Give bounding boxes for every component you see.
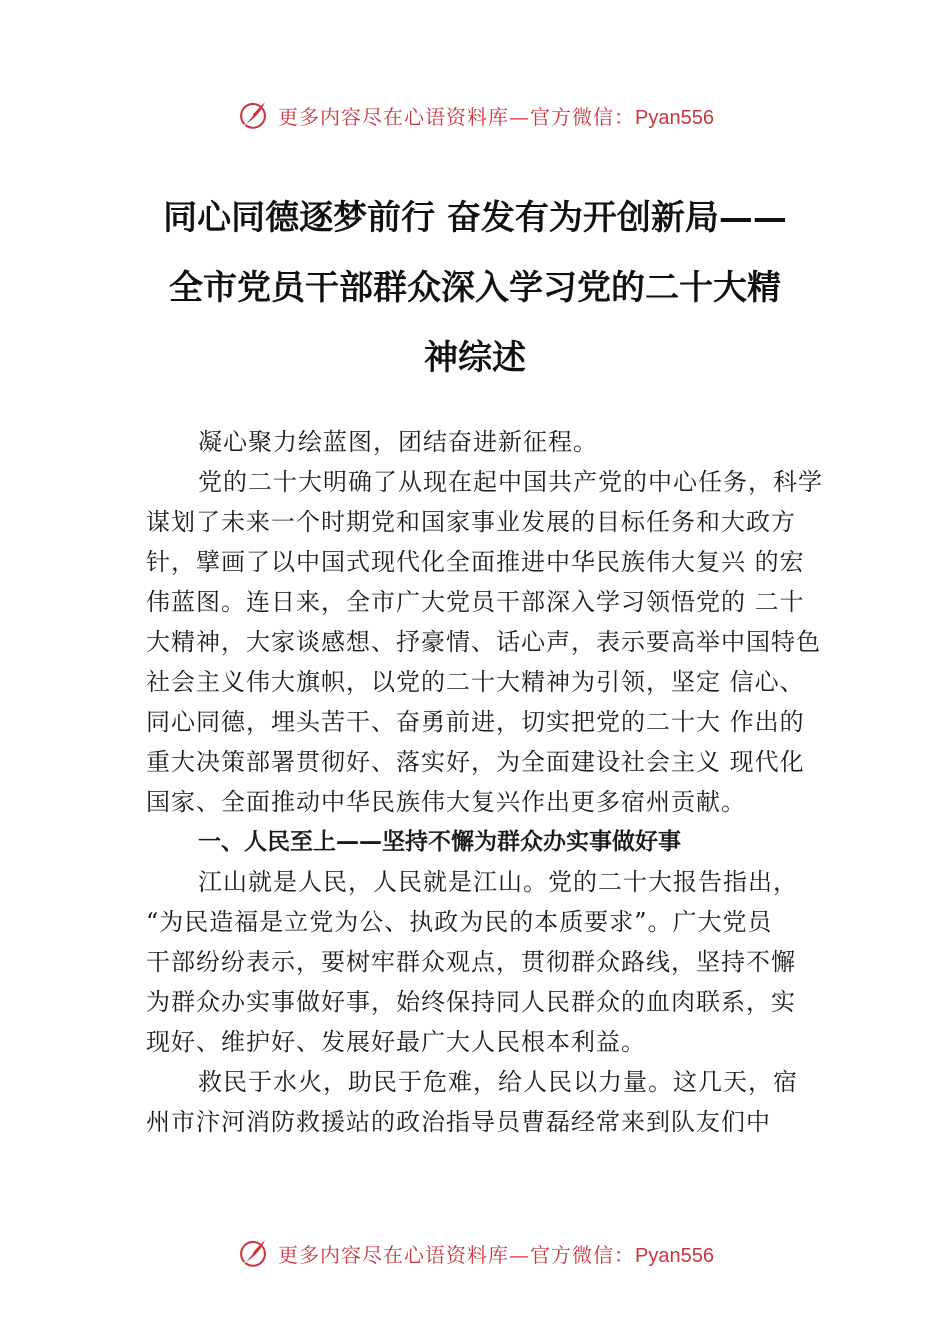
- banner-wechat-id: Pyan556: [635, 106, 714, 129]
- quill-logo-icon: [236, 1236, 270, 1270]
- body-line: 国家、全面推动中华民族伟大复兴作出更多宿州贡献。: [146, 788, 746, 816]
- section-heading: 一、人民至上——坚持不懈为群众办实事做好事: [198, 829, 681, 855]
- body-line: 社会主义伟大旗帜，以党的二十大精神为引领，坚定 信心、: [146, 668, 805, 696]
- body-line: 重大决策部署贯彻好、落实好，为全面建设社会主义 现代化: [146, 748, 805, 776]
- quill-logo-icon: [236, 98, 270, 132]
- body-line: 谋划了未来一个时期党和国家事业发展的目标任务和大政方: [146, 508, 796, 536]
- body-line: 大精神，大家谈感想、抒豪情、话心声，表示要高举中国特色: [146, 628, 821, 656]
- body-line: 为群众办实事做好事，始终保持同人民群众的血肉联系，实: [146, 988, 796, 1016]
- footer-banner: [0, 1233, 950, 1273]
- document-title: [100, 183, 850, 393]
- title-line: 同心同德逐梦前行 奋发有为开创新局——: [163, 198, 787, 238]
- body-line: 凝心聚力绘蓝图，团结奋进新征程。: [198, 428, 598, 456]
- body-line: 干部纷纷表示，要树牢群众观点，贯彻群众路线，坚持不懈: [146, 948, 796, 976]
- body-line: 党的二十大明确了从现在起中国共产党的中心任务，科学: [198, 468, 823, 496]
- body-line: 同心同德，埋头苦干、奋勇前进，切实把党的二十大 作出的: [146, 708, 805, 736]
- body-line: “为民造福是立党为公、执政为民的本质要求”。广大党员: [146, 908, 773, 936]
- document-body: [146, 422, 836, 1142]
- banner-text: 更多内容尽在心语资料库—官方微信：Pyan556: [278, 1242, 714, 1267]
- body-line: 救民于水火，助民于危难，给人民以力量。这几天，宿: [198, 1068, 798, 1096]
- banner-text: 更多内容尽在心语资料库—官方微信：Pyan556: [278, 104, 714, 129]
- body-line: 现好、维护好、发展好最广大人民根本利益。: [146, 1028, 646, 1056]
- header-banner: [0, 95, 950, 135]
- body-line: 江山就是人民，人民就是江山。党的二十大报告指出，: [198, 868, 798, 896]
- title-line: 全市党员干部群众深入学习党的二十大精: [169, 268, 781, 308]
- banner-wechat-id: Pyan556: [635, 1244, 714, 1267]
- body-line: 针，擘画了以中国式现代化全面推进中华民族伟大复兴 的宏: [146, 548, 805, 576]
- body-line: 伟蓝图。连日来，全市广大党员干部深入学习领悟党的 二十: [146, 588, 805, 616]
- body-line: 州市汴河消防救援站的政治指导员曹磊经常来到队友们中: [146, 1108, 771, 1136]
- title-line: 神综述: [424, 338, 526, 378]
